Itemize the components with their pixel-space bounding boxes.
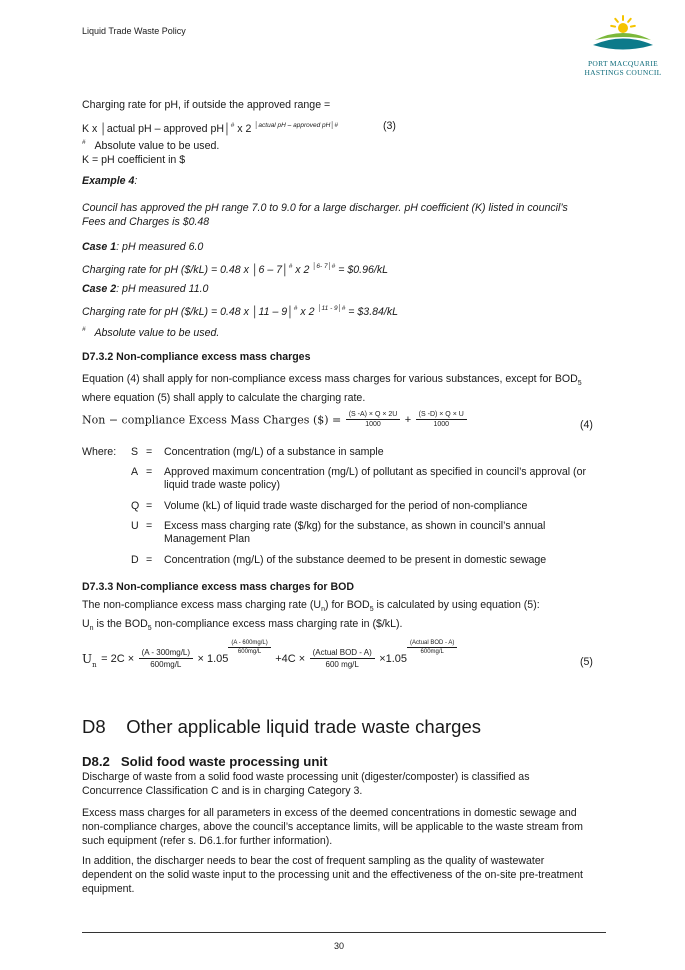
ph-formula: [82, 119, 338, 136]
definition-text: Concentration (mg/L) of the substance deemed to be present in domestic sewage: [164, 554, 547, 566]
ph-note: [82, 136, 219, 153]
d733-p2a: U: [82, 618, 90, 630]
eq5-number: (5): [580, 656, 593, 668]
eq5-fraction-1: [139, 648, 193, 669]
d733-p1c: is calculated by using equation (5):: [373, 599, 540, 611]
case2-heading: [82, 282, 208, 296]
eq5-f2-den: 600 mg/L: [325, 660, 359, 670]
example-colon: :: [134, 175, 138, 187]
d733-p2c: non-compliance excess mass charging rate in ($/kL).: [151, 618, 403, 630]
eq5-e2-num: (Actual BOD - A): [407, 640, 457, 648]
definition-symbol: A: [131, 466, 139, 478]
eq4-number: (4): [580, 419, 593, 431]
eq4-f2-den: 1000: [433, 421, 450, 429]
case1-calc-b: x 2: [292, 264, 313, 276]
eq5-e1-den: 600mg/L: [237, 649, 262, 655]
definition-symbol: D: [131, 554, 139, 566]
page-number: 30: [334, 941, 345, 951]
eq4-fraction-2: [416, 411, 467, 428]
d732-para-sub: 5: [577, 380, 582, 388]
eq5-times2: ×1.05: [379, 652, 408, 665]
d733-p1b: ) for BOD: [324, 599, 370, 611]
eq4-f2-num: (S -D) × Q × U: [416, 411, 467, 420]
definition-equals: =: [146, 446, 153, 458]
d82-paragraph-3: In addition, the discharger needs to bear the cost of frequent sampling as the quality of wastewater dependent on the solid waste input to the processing unit and the effectiveness of the on-site pre-treatment equipment.: [82, 855, 583, 895]
d733-para2: [82, 617, 402, 636]
case2-exp: │11 - 9│#: [317, 305, 346, 312]
d732-para-end: where equation (5) shall apply to calculate the charging rate.: [82, 392, 366, 405]
ph-intro: Charging rate for pH, if outside the approved range =: [82, 99, 331, 111]
d733-p2-sub2: 5: [147, 625, 152, 633]
definition-text: Approved maximum concentration (mg/L) of pollutant as specified in council’s approval (or liquid trade waste policy): [164, 466, 586, 491]
eq5-f1-num: (A - 300mg/L): [139, 648, 193, 659]
d733-p2b: is the BOD: [93, 618, 148, 630]
case2-calc-a: Charging rate for pH ($/kL) = 0.48 x │11 – 9│: [82, 306, 294, 318]
footer-rule: [82, 932, 606, 933]
case1-text: : pH measured 6.0: [116, 241, 204, 253]
d732-para-text: Equation (4) shall apply for non-compliance excess mass charges for various substances, except for BOD: [82, 373, 578, 385]
council-logo-icon: [583, 12, 663, 54]
case1-calc-a: Charging rate for pH ($/kL) = 0.48 x │6 – 7│: [82, 264, 289, 276]
case1-exp: │6- 7│#: [312, 263, 336, 270]
eq4-f1-den: 1000: [365, 421, 381, 429]
equation-4: [82, 411, 467, 429]
case1-heading: [82, 240, 203, 254]
definition-symbol: S: [131, 446, 139, 458]
ph-note-hash: #: [82, 139, 86, 146]
document-header-title: Liquid Trade Waste Policy: [82, 26, 186, 36]
eq5-times: × 1.05: [197, 652, 229, 665]
definition-equals: =: [146, 500, 153, 512]
d82-paragraph-2: Excess mass charges for all parameters in excess of the deemed concentrations in domestic sewage and non-compliance charges, above the council’s acceptance limits, will be applicable to the waste stream from such equipment (refer s. D6.1.for further information).: [82, 807, 583, 847]
ph-note2: [82, 323, 219, 340]
definition-equals: =: [146, 520, 153, 532]
definition-text: Volume (kL) of liquid trade waste discharged for the period of non-compliance: [164, 500, 528, 512]
eq4-f1-num: (S -A) × Q × 2U: [346, 411, 401, 420]
ph-formula-exponent: │actual pH – approved pH│#: [254, 122, 338, 129]
example-heading: [82, 174, 137, 188]
eq5-f2-num: (Actual BOD - A): [310, 648, 375, 659]
eq4-lhs: Non − compliance Excess Mass Charges ($) =: [82, 413, 342, 427]
definition-equals: =: [146, 554, 153, 566]
d82-paragraph-1: Discharge of waste from a solid food waste processing unit (digester/composter) is classified as Concurrence Classification C and is in charging Category 3.: [82, 771, 530, 797]
d733-para1: [82, 598, 540, 617]
definition-text: Excess mass charging rate ($/kg) for the substance, as shown in council’s annual Management Plan: [164, 520, 546, 545]
k-definition: K = pH coefficient in $: [82, 154, 186, 166]
eq5-2c: = 2C ×: [101, 652, 135, 665]
logo-text-line1: PORT MACQUARIE: [587, 59, 659, 68]
definition-text: Concentration (mg/L) of a substance in sample: [164, 446, 384, 458]
ph-formula-x2: x 2: [234, 123, 255, 135]
where-label: Where:: [82, 446, 117, 458]
case2-text: : pH measured 11.0: [116, 283, 209, 295]
case1-hash: #: [288, 263, 293, 270]
ph-formula-hash: #: [230, 122, 235, 129]
ph-eq-number: (3): [383, 120, 396, 132]
ph-note2-text: Absolute value to be used.: [94, 327, 220, 339]
eq5-exponent-2: [407, 640, 457, 655]
d732-paragraph: [82, 372, 597, 405]
case1-label: Case 1: [82, 241, 117, 253]
case2-calc: [82, 302, 398, 319]
section-heading-d732: D7.3.2 Non-compliance excess mass charges: [82, 351, 311, 363]
ph-note-text: Absolute value to be used.: [94, 140, 220, 152]
ph-note2-hash: #: [82, 326, 86, 333]
d733-p1-sub2: 5: [369, 606, 374, 614]
eq5-f1-den: 600mg/L: [150, 660, 182, 670]
eq5-exponent-1: [228, 640, 270, 655]
ph-formula-main: K x │actual pH – approved pH│: [82, 123, 231, 135]
council-logo: [583, 12, 663, 77]
eq5-u-sub: n: [92, 661, 97, 670]
eq5-e1-num: (A - 600mg/L): [228, 640, 270, 648]
eq5-u: U: [82, 651, 93, 666]
d733-p2-sub: n: [89, 625, 94, 633]
d733-p1a: The non-compliance excess mass charging rate (U: [82, 599, 322, 611]
case2-label: Case 2: [82, 283, 117, 295]
section-heading-d8: D8 Other applicable liquid trade waste charges: [82, 716, 481, 737]
section-heading-d733: D7.3.3 Non-compliance excess mass charges for BOD: [82, 581, 355, 593]
case2-hash: #: [293, 305, 298, 312]
section-heading-d82: D8.2 Solid food waste processing unit: [82, 754, 328, 769]
eq4-fraction-1: [346, 411, 401, 428]
logo-text-line2: HASTINGS COUNCIL: [584, 68, 662, 77]
equation-5: [82, 640, 457, 669]
eq5-fraction-2: [310, 648, 375, 669]
case1-calc-c: = $0.96/kL: [335, 264, 389, 276]
example-title: Example 4: [82, 175, 135, 187]
eq5-e2-den: 600mg/L: [420, 649, 444, 655]
definition-equals: =: [146, 466, 153, 478]
case2-calc-c: = $3.84/kL: [345, 306, 399, 318]
eq5-plus4c: +4C ×: [275, 652, 306, 665]
definition-symbol: U: [131, 520, 139, 532]
d733-p1-sub: n: [321, 606, 325, 614]
example-text: Council has approved the pH range 7.0 to 9.0 for a large discharger. pH coefficient (K) listed in council’s Fees and Charges is $0.48: [82, 202, 568, 228]
eq4-plus: +: [404, 413, 412, 426]
case1-calc: [82, 260, 388, 277]
case2-calc-b: x 2: [297, 306, 318, 318]
definition-symbol: Q: [131, 500, 140, 512]
